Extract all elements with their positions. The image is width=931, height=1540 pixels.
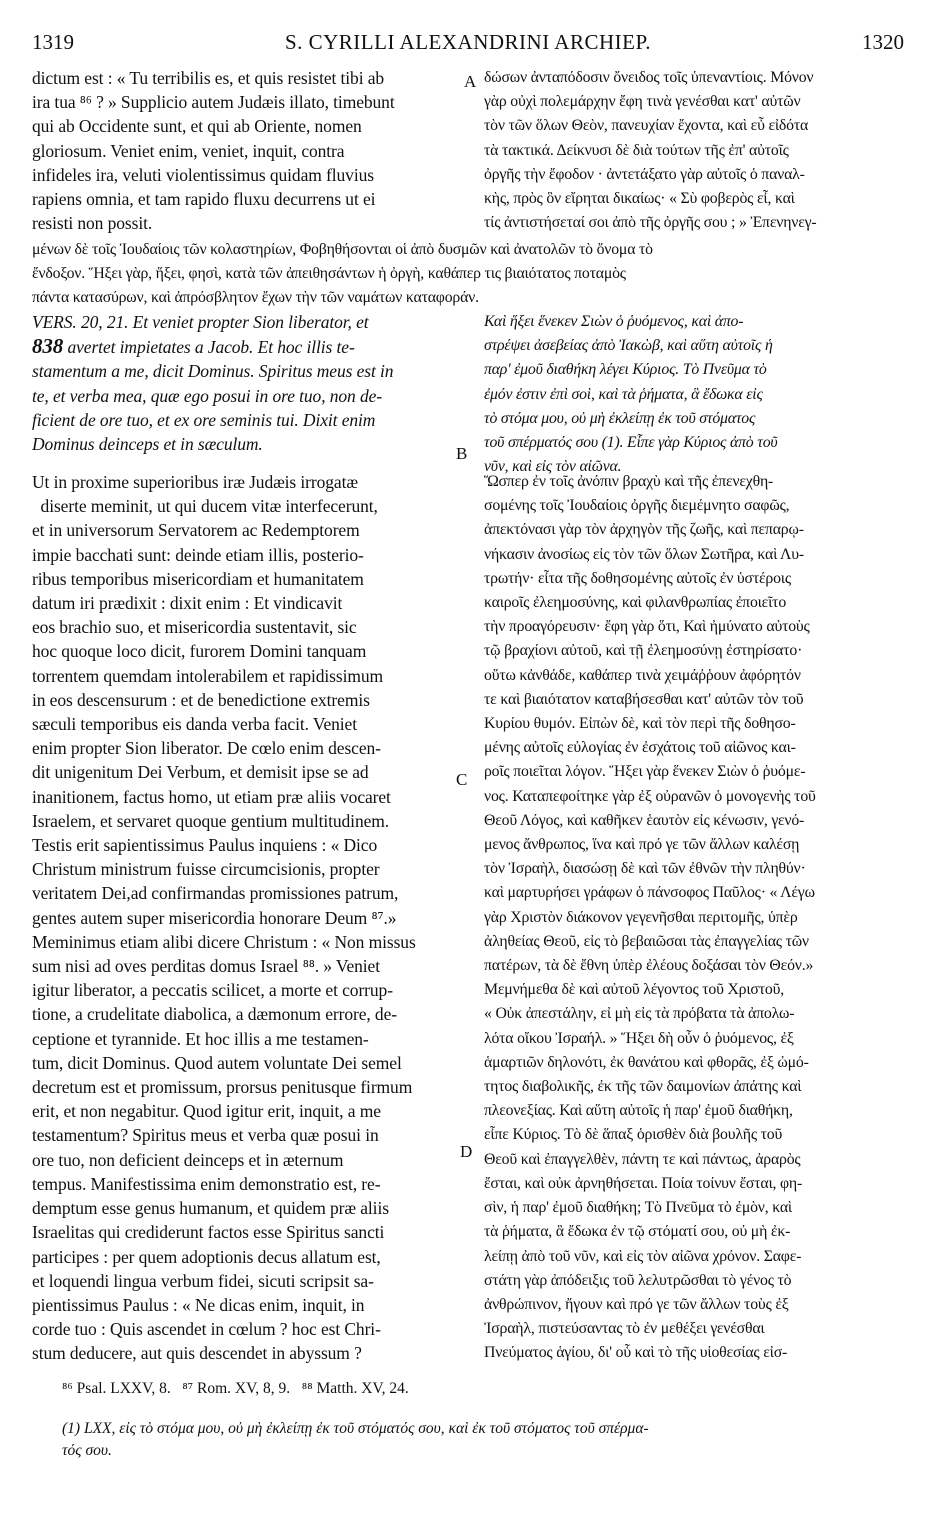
column-page-number: 838 — [32, 334, 64, 359]
greek-commentary: Ὥσπερ ἐν τοῖς ἀνόπιν βραχὺ καὶ τῆς ἐπενεχθη- σομένης τοῖς Ἰουδαίοις ὀργῆς διεμέμνητο σαφῶς, ἀπεκτόνασι γὰρ τὸν ἀρχηγὸν τῆς ζωῆς, καὶ πεπαρῳ- νήκασιν ἀνοσίως εἰς τὸν τῶν ὅλων Σωτῆρα, καὶ Λυ- τρωτήν· εἶτα τῆς δοθησομένης αὐτοῖς ἐν ὑστέροις καιροῖς ἐλεημοσύνης, καὶ φιλανθρωπίας ἐποιεῖτο τὴν προαγόρευσιν· ἔφη γὰρ ὅτι, Καὶ ἠμύνατο αὐτοὺς τῷ βραχίονι αὐτοῦ, καὶ τῇ ἐλεημοσύνῃ ἐστηρίσατο· οὕτω κἀνθάδε, καθάπερ τινὰ χειμάῤῥουν ἀφόρητόν τε καὶ βιαιότατον καταβήσεσθαι κατ' αὐτῶν τὸν τοῦ Κυρίου θυμόν. Εἰπὼν δὲ, καὶ τὸν περὶ τῆς δοθησο- μένης αὐτοῖς εὐλογίας ἐν ἐσχάτοις τοῦ αἰῶνος και- ροῖς ποιεῖται λόγον. Ἥξει γὰρ ἕνεκεν Σιὼν ὁ ῥυόμε- νος. Καταπεφοίτηκε γὰρ ἐξ οὐρανῶν ὁ μονογενὴς τοῦ Θεοῦ Λόγος, καὶ καθῆκεν ἑαυτὸν εἰς κένωσιν, γενό- μενος ἄνθρωπος, ἵνα καὶ πρό γε τῶν ἄλλων καλέσῃ τὸν Ἰσραὴλ, διασώσῃ δὲ καὶ τῶν ἐθνῶν τὴν πληθύν· καὶ μαρτυρήσει γράφων ὁ πάνσοφος Παῦλος· « Λέγω γὰρ Χριστὸν διάκονον γεγενῆσθαι περιτομῆς, ὑπὲρ ἀληθείας Θεοῦ, εἰς τὸ βεβαιῶσαι τὰς ἐπαγγελίας τῶν πατέρων, τὰ δὲ ἔθνη ὑπὲρ ἐλέους δοξάσαι τὸν Θεόν.» Μεμνήμεθα δὲ καὶ αὐτοῦ λέγοντος τοῦ Χριστοῦ, « Οὐκ ἀπεστάλην, εἰ μὴ εἰς τὰ πρόβατα τὰ ἀπολω- λότα οἴκου Ἰσραήλ. » Ἥξει δὴ οὖν ὁ ῥυόμενος, ἐξ ἁμαρτιῶν δηλονότι, ἐκ θανάτου καὶ φθορᾶς, ἐξ ὠμό- τητος διαβολικῆς, ἐκ τῆς τῶν δαιμονίων ἀπάτης καὶ πλεονεξίας. Καὶ αὕτη αὐτοῖς ἡ παρ' ἐμοῦ διαθήκη, εἶπε Κύριος. Τὸ δὲ ἅπαξ ὁρισθὲν διὰ βουλῆς τοῦ Θεοῦ καὶ ἐπαγγελθὲν, πάντη τε καὶ πάντως, ἀραρὸς ἔσται, καὶ οὐκ ἀρνηθήσεται. Ποία τοίνυν ἔσται, φη- σὶν, ἡ παρ' ἐμοῦ διαθήκη; Τὸ Πνεῦμα τὸ ἐμὸν, καὶ τὰ ῥήματα, ἃ ἔδωκα ἐν τῷ στόματί σου, οὐ μὴ ἐκ- λείπῃ ἀπὸ τοῦ νῦν, καὶ εἰς τὸν αἰῶνα χρόνον. Σαφε- στάτη γὰρ ἀπόδειξις τοῦ λελυτρῶσθαι τὸ γένος τὸ ἀνθρώπινον, ἤγουν καὶ πρό γε τῶν ἄλλων τοὺς ἐξ Ἰσραὴλ, πιστεύσαντας τὸ ἐν μεθέξει γενέσθαι Πνεύματος ἁγίου, δι' οὗ καὶ τὸ τῆς υἱοθεσίας εἰσ- — [484, 473, 816, 1362]
greek-verse-block: Καὶ ἥξει ἕνεκεν Σιὼν ὁ ῥυόμενος, καὶ ἀπο- στρέψει ἀσεβείας ἀπὸ Ἰακὼβ, καὶ αὕτη αὐτοῖς ἡ παρ' ἐμοῦ διαθήκη λέγει Κύριος. Τὸ Πνεῦμα τὸ ἐμόν ἐστιν ἐπὶ σοὶ, καὶ τὰ ῥήματα, ἃ ἔδωκα εἰς τὸ στόμα μου, οὐ μὴ ἐκλείπῃ ἐκ τοῦ στόματος τοῦ σπέρματός σου (1). Εἶπε γὰρ Κύριος ἀπὸ τοῦ νῦν, καὶ εἰς τὸν αἰῶνα. — [484, 313, 778, 476]
verse-line-3: stamentum a me, dicit Dominus. Spiritus meus est in — [32, 361, 394, 382]
greek-full-width-lines: μένων δὲ τοῖς Ἰουδαίοις τῶν κολαστηρίων, Φοβηθήσονται οἱ ἀπὸ δυσμῶν καὶ ἀνατολῶν τὸ ὄνομα τὸ ἔνδοξον. Ἥξει γὰρ, ἥξει, φησὶ, κατὰ τῶν ἀπειθησάντων ἡ ὀργὴ, καθάπερ τις βιαιότατος ποταμὸς πάντα κατασύρων, καὶ ἀπρόσβλητον ἔχων τὴν τῶν ναμάτων καταφοράν. — [32, 241, 653, 307]
verse-line-2-row — [32, 334, 460, 359]
page-number-right: 1320 — [862, 30, 904, 54]
margin-letter-d: D — [460, 1142, 473, 1161]
page-header — [32, 22, 904, 56]
greek-footnote: (1) LXX, εἰς τὸ στόμα μου, οὐ μὴ ἐκλείπῃ ἐκ τοῦ στόματός σου, καὶ ἐκ τοῦ στόματος τοῦ σπέρμα- τός σου. — [62, 1420, 649, 1459]
latin-commentary: Ut in proxime superioribus iræ Judæis irrogatæ diserte meminit, ut qui ducem vitæ interfecerunt, et in universorum Servatorem ac Redemptorem impie bacchati sunt: deinde etiam illis, posterio- ribus temporibus misericordiam et humanitatem datum iri prædixit : dixit enim : Et vindicavit eos brachio suo, et misericordia sustentavit, sic hoc quoque loco dicit, furorem Domini tanquam torrentem quemdam intolerabilem et rapidissimum in eos descensurum : et de benedictione extremis sæculi temporibus eis danda verba facit. Veniet enim propter Sion liberator. De cœlo enim descen- dit unigenitum Dei Verbum, et demisit ipse se ad inanitionem, factus homo, ut etiam præ aliis vocaret Israelem, et servaret quoque gentium multitudinem. Testis erit sapientissimus Paulus inquiens : « Dico Christum ministrum fuisse circumcisionis, propter veritatem Dei,ad confirmandas promissiones patrum, gentes autem super misericordia honorare Deum ⁸⁷.» Meminimus etiam alibi dicere Christum : « Non missus sum nisi ad oves perditas domus Israel ⁸⁸. » Veniet igitur liberator, a peccatis scilicet, a morte et corrup- tione, a crudelitate diabolica, a dæmonum errore, de- ceptione et tyrannide. Et hoc illis a me testamen- tum, dicit Dominus. Quod autem voluntate Dei semel decretum est et promissum, prorsus penitusque firmum erit, et non negabitur. Quod igitur erit, inquit, a me testamentum? Spiritus meus et verba quæ posui in ore tuo, non deficient deinceps et in æternum tempus. Manifestissima enim demonstratio est, re- demptum esse genus humanum, et quidem præ aliis Israelitas qui crediderunt factos esse Spiritus sancti participes : per quem adoptionis decus allatum est, et loquendi lingua verbum fidei, sicuti scripsit sa- pientissimus Paulus : « Ne dicas enim, inquit, in corde tuo : Quis ascendet in cœlum ? hoc est Chri- stum deducere, aut quis descendet in abyssum ? — [32, 472, 416, 1364]
latin-footnotes: ⁸⁶ Psal. LXXV, 8. ⁸⁷ Rom. XV, 8, 9. ⁸⁸ Matth. XV, 24. — [62, 1380, 409, 1397]
margin-letter-b: B — [456, 444, 468, 463]
margin-letter-c: C — [456, 770, 468, 789]
verse-line-1: VERS. 20, 21. Et veniet propter Sion liberator, et — [32, 312, 369, 332]
greek-paragraph-1: δώσων ἀνταπόδοσιν ὄνειδος τοῖς ὑπεναντίοις. Μόνον γὰρ οὐχὶ πολεμάρχην ἔφη τινὰ γενέσθαι κατ' αὐτῶν τὸν τῶν ὅλων Θεὸν, πανευχίαν ἔχοντα, καὶ εὖ εἰδότα τὰ τακτικά. Δείκνυσι δὲ διὰ τούτων τῆς ἐπ' αὐτοῖς ὀργῆς τὴν ἔφοδον · ἀντετάξατο γὰρ αὐτοῖς ὁ παναλ- κὴς, πρὸς ὃν εἴρηται δικαίως· « Σὺ φοβερὸς εἶ, καὶ τίς ἀντιστήσεταί σοι ἀπὸ τῆς ὀργῆς σου ; » Ἐπενηνεγ- — [484, 69, 817, 232]
latin-paragraph-1: dictum est : « Tu terribilis es, et quis resistet tibi ab ira tua ⁸⁶ ? » Supplicio autem Judæis illato, timebunt qui ab Occidente sunt, et qui ab Oriente, nomen gloriosum. Veniet enim, veniet, inquit, contra infideles ira, veluti violentissimus quidam fluvius rapiens omnia, et tam rapido fluxu decurrens ut ei resisti non possit. — [32, 68, 395, 234]
latin-verse-block — [32, 310, 460, 460]
verse-line-4: te, et verba mea, quæ ego posui in ore tuo, non de- — [32, 385, 383, 406]
verse-line-5: ficient de ore tuo, et ex ore seminis tui. Dixit enim — [32, 409, 376, 430]
margin-letter-a: A — [464, 72, 477, 91]
page-number-left: 1319 — [32, 30, 74, 54]
verse-line-6: Dominus deinceps et in sæculum. — [32, 434, 263, 455]
verse-line-2: avertet impietates a Jacob. Et hoc illis te- — [67, 337, 355, 358]
running-title: S. CYRILLI ALEXANDRINI ARCHIEP. — [284, 30, 652, 54]
